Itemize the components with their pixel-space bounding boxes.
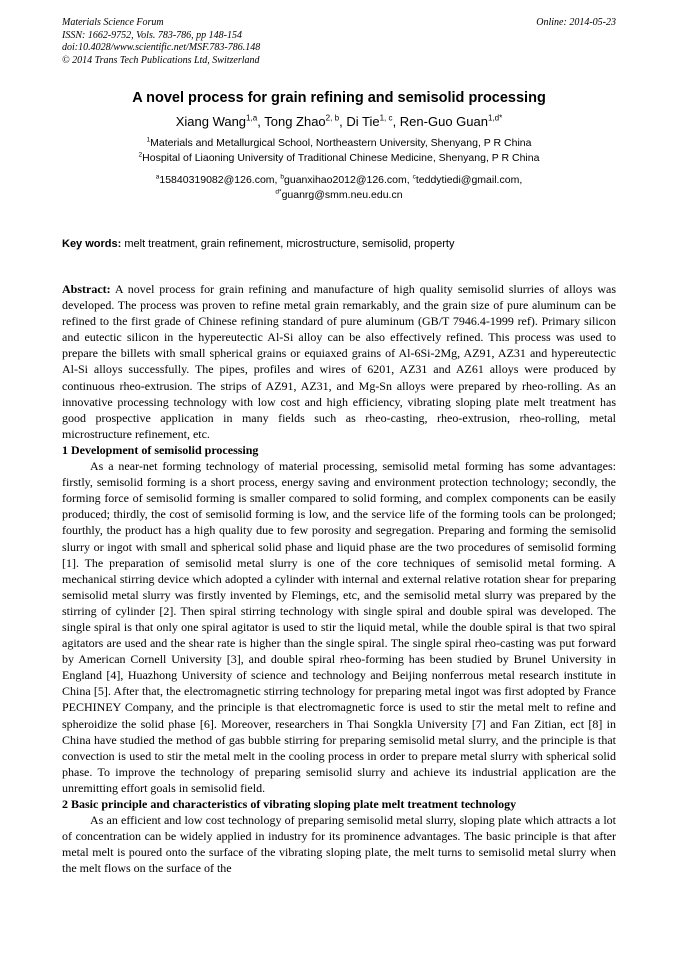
section-paragraph: As an efficient and low cost technology of preparing semisolid metal slurry, sloping plate which attracts a lot of concentration can be widely applied in industry for its prominence advantages. The basic principle is that after metal melt is poured onto the surface of the vibrating sloping plate, the melt turns to semisolid metal slurry when the melt flows on the surface of the: [62, 813, 616, 876]
author: Ren-Guo Guan$^{1,d*}$: [399, 113, 503, 129]
issn-line: ISSN: 1662-9752, Vols. 783-786, pp 148-154: [62, 29, 242, 41]
author-affiliation-marker: 1,d*: [487, 113, 503, 123]
author: Di Tie$^{1, c}$,: [346, 113, 400, 129]
affiliation-marker: 2: [138, 151, 143, 158]
paper-title: A novel process for grain refining and semisolid processing: [132, 90, 546, 106]
email-address: $^b$guanxihao2012@126.com,: [280, 173, 413, 186]
email-line: [62, 188, 616, 203]
author: Xiang Wang$^{1,a}$,: [175, 113, 265, 129]
email-line: [62, 173, 616, 188]
section-paragraph: As a near-net forming technology of material processing, semisolid metal forming has some advantages: firstly, semisolid forming is a short process, energy saving and environment protection technology; secondly, the forming force of semisolid forming is smaller compared to solid forming, and complex components can be easily produced; thirdly, the cost of semisolid forming is low, and the service life of the forming tools can be prolonged; fourthly, the product has a high quality due to few porosity and segregation. Preparing and forming the semisolid slurry or ingot with small and spherical solid phase and liquid phase are the two procedures of semisolid forming [1]. The preparation of semisolid metal slurry is one of the core techniques of semisolid metal forming. A mechanical stirring device which adopted a cylinder with internal and external relative rotation shear for preparing semisolid metal slurry was firstly invented by Flemings, etc, and the semisolid metal slurry was prepared by the stirring of cylinder [2]. Then spiral stirring technology with single spiral and double spiral was developed. The single spiral is that only one spiral agitator is used to stir the liquid metal, while the double spiral is that two spiral agitators are used and the shear rate is higher than the single spiral. The single spiral rheo-casting was put forward by American Cornell University [3], and double spiral rheo-forming has been studied by Brunel University in England [4], Huazhong University of science and technology and Beijing nonferrous metal research institute in China [5]. After that, the electromagnetic stirring technology for preparing metal ingot was first adopted by France PECHINEY Company, and the principle is that electromagnetic force is used to stir the metal melt to refine and spheroidize the solid phase [6]. Moreover, researchers in Thai Songkla University [7] and Fan Zitian, ect [8] in China have studied the method of gas bubble stirring for preparing semisolid metal slurry, and the principle is that convection is used to stir the metal melt in the cooling process in order to prepare metal slurry with spherical solid phase. To improve the technology of preparing semisolid slurry and achieve its industrial application are the unremitting effort goals in semisolid field.: [62, 459, 616, 795]
doi-line: doi:10.4028/www.scientific.net/MSF.783-786.148: [62, 42, 261, 53]
email-address: $^a$15840319082@126.com,: [155, 173, 281, 186]
email-address: $^{d*}$guanrg@smm.neu.edu.cn: [275, 188, 403, 201]
affiliations-block: [62, 136, 616, 165]
author-affiliation-marker: 2, b: [325, 113, 340, 123]
section-heading: 2 Basic principle and characteristics of vibrating sloping plate melt treatment technology: [62, 797, 517, 811]
abstract-text: A novel process for grain refining and manufacture of high quality semisolid slurries of alloys was developed. The process was proven to refine metal grain remarkably, and the grain size of pure aluminum can be refined to the first grade of Chinese refining standard of pure aluminum (GB/T 7946.4-1999 ref). Primary silicon and eutectic silicon in the hypereutectic Al-Si alloy can be also effectively refined. This process was used to prepare the billets with small spherical grains or equiaxed grains of Al-6Si-2Mg, AZ91, AZ31 and hypereutectic Al-Si alloys successfully. The pipes, profiles and wires of 6201, AZ31 and AZ61 alloys were produced by continuous rheo-extrusion. The strips of AZ91, AZ31, and Mg-Sn alloys were prepared by rheo-rolling. As an innovative processing technology with low cost and high efficiency, vibrating sloping plate melt treatment has good prospective application in many fields such as rheo-casting, rheo-extrusion, rheo-rolling, metal microstructure refinement, etc.: [62, 282, 616, 441]
affiliation-line: $^1$Materials and Metallurgical School, Northeastern University, Shenyang, P R China: [146, 136, 532, 149]
keywords-label: Key words:: [62, 238, 122, 250]
online-date: Online: 2014-05-23: [536, 17, 616, 28]
emails-block: [62, 173, 616, 203]
author: Tong Zhao$^{2, b}$,: [264, 113, 347, 129]
journal-name: Materials Science Forum: [62, 17, 164, 28]
abstract-paragraph: [62, 281, 616, 442]
affiliation-marker: 1: [146, 136, 151, 144]
keywords-line: [62, 237, 616, 251]
author-line: [62, 113, 616, 130]
keywords-text: melt treatment, grain refinement, microstructure, semisolid, property: [121, 238, 455, 250]
page-header: [62, 17, 616, 67]
paper-body: [62, 281, 616, 876]
author-affiliation-marker: 1,a: [246, 113, 258, 123]
email-address: $^c$teddytiedi@gmail.com,: [412, 173, 523, 186]
affiliation-line: $^2$Hospital of Liaoning University of Traditional Chinese Medicine, Shenyang, P R China: [138, 151, 540, 164]
copyright-line: © 2014 Trans Tech Publications Ltd, Switzerland: [62, 54, 260, 66]
author-affiliation-marker: 1, c: [379, 113, 393, 123]
abstract-label: Abstract:: [62, 282, 111, 296]
section-heading: 1 Development of semisolid processing: [62, 442, 259, 457]
journal-info-block: [62, 17, 260, 67]
